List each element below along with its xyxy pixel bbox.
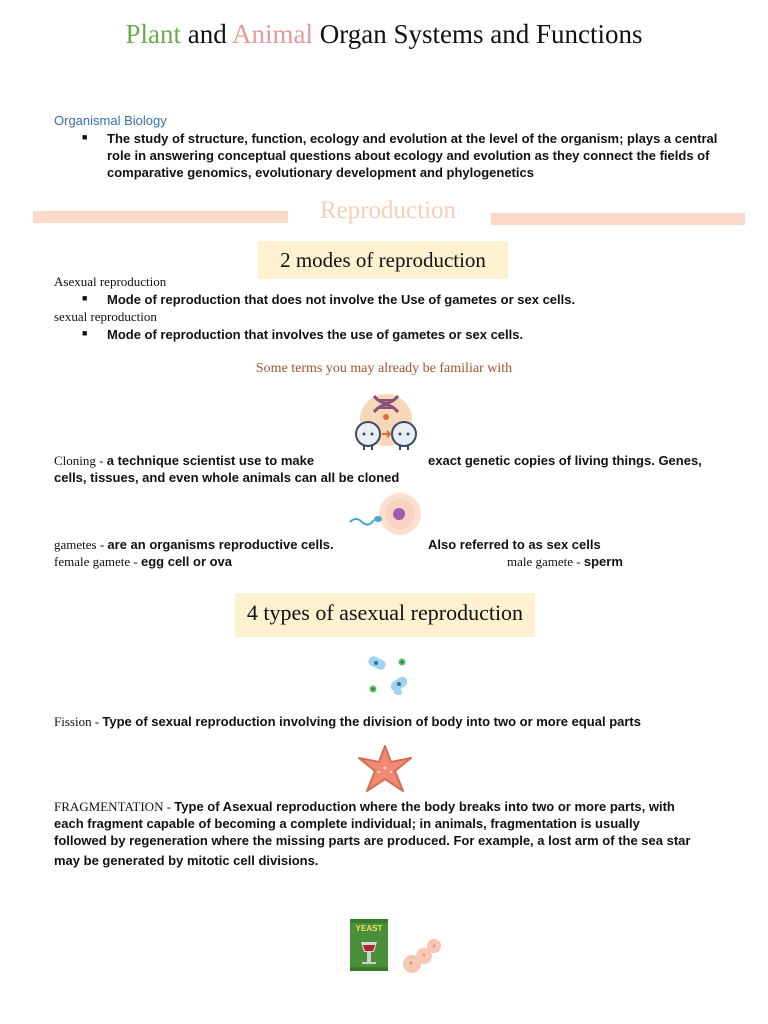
male-gamete-term: male gamete - [507, 554, 584, 569]
asexual-types-heading: 4 types of asexual reproduction [235, 593, 535, 637]
title-animal: Animal [232, 19, 313, 49]
divider-left [33, 211, 288, 223]
fragmentation-line1 [54, 798, 675, 815]
asexual-label: Asexual reproduction [54, 274, 167, 289]
fragmentation-term: FRAGMENTATION - [54, 799, 175, 814]
page-title [0, 16, 768, 52]
dna-sheep-clone-icon [352, 392, 420, 452]
fragmentation-def-line1: Type of Asexual reproduction where the body breaks into two or more parts, with [174, 799, 675, 814]
fission-definition: Type of sexual reproduction involving the division of body into two or more equal parts [102, 714, 641, 729]
female-gamete-line [54, 553, 232, 570]
male-gamete-line [507, 553, 623, 570]
fission-term: Fission - [54, 714, 103, 729]
bullet-icon: ■ [82, 293, 88, 303]
starfish-icon [357, 744, 413, 794]
asexual-definition: Mode of reproduction that does not involve the Use of gametes or sex cells. [107, 292, 576, 307]
fragmentation-def-line4: may be generated by mitotic cell divisions. [54, 853, 319, 868]
sperm-egg-icon [348, 492, 424, 538]
cloning-def-part3: cells, tissues, and even whole animals can all be cloned [54, 470, 400, 485]
bullet-icon: ■ [82, 132, 88, 142]
cloning-def-part2: exact genetic copies of living things. Genes, [428, 453, 702, 468]
budding-yeast-icon [400, 936, 444, 976]
gametes-def-part2: Also referred to as sex cells [428, 537, 601, 552]
gametes-line1 [54, 536, 334, 553]
yeast-packet-icon [349, 918, 389, 972]
fragmentation-def-line3: followed by regeneration where the missing parts are produced. For example, a lost arm of the sea star [54, 833, 691, 848]
terms-heading: Some terms you may already be familiar with [255, 361, 513, 376]
gametes-term: gametes - [54, 537, 108, 552]
divider-right [491, 213, 745, 225]
title-plant: Plant [125, 19, 181, 49]
sexual-label: sexual reproduction [54, 309, 157, 324]
title-and: and [187, 19, 227, 49]
sexual-definition: Mode of reproduction that involves the use of gametes or sex cells. [107, 327, 524, 342]
cloning-term: Cloning - [54, 453, 107, 468]
female-gamete-def: egg cell or ova [140, 554, 233, 569]
female-gamete-term: female gamete - [54, 554, 141, 569]
yeast-label: YEAST [355, 924, 383, 933]
male-gamete-def: sperm [583, 554, 623, 569]
cloning-line1 [54, 452, 314, 469]
cloning-def-part1: a technique scientist use to make [106, 453, 315, 468]
reproduction-heading: Reproduction [319, 197, 457, 224]
organismal-definition: The study of structure, function, ecology and evolution at the level of the organism; plays a central role in answering conceptual questions about ecology and evolution as they connect the fields of comparative genomics, evolutionary development and phylogenetics [107, 131, 718, 180]
organismal-biology-label: Organismal Biology [54, 113, 167, 128]
bacteria-fission-icon [364, 655, 412, 699]
gametes-def-part1: are an organisms reproductive cells. [107, 537, 334, 552]
title-rest: Organ Systems and Functions [319, 19, 643, 49]
bullet-icon: ■ [82, 328, 88, 338]
modes-heading: 2 modes of reproduction [258, 241, 508, 279]
fragmentation-def-line2: each fragment capable of becoming a complete individual; in animals, fragmentation is usually [54, 816, 640, 831]
fission-line [54, 713, 641, 730]
